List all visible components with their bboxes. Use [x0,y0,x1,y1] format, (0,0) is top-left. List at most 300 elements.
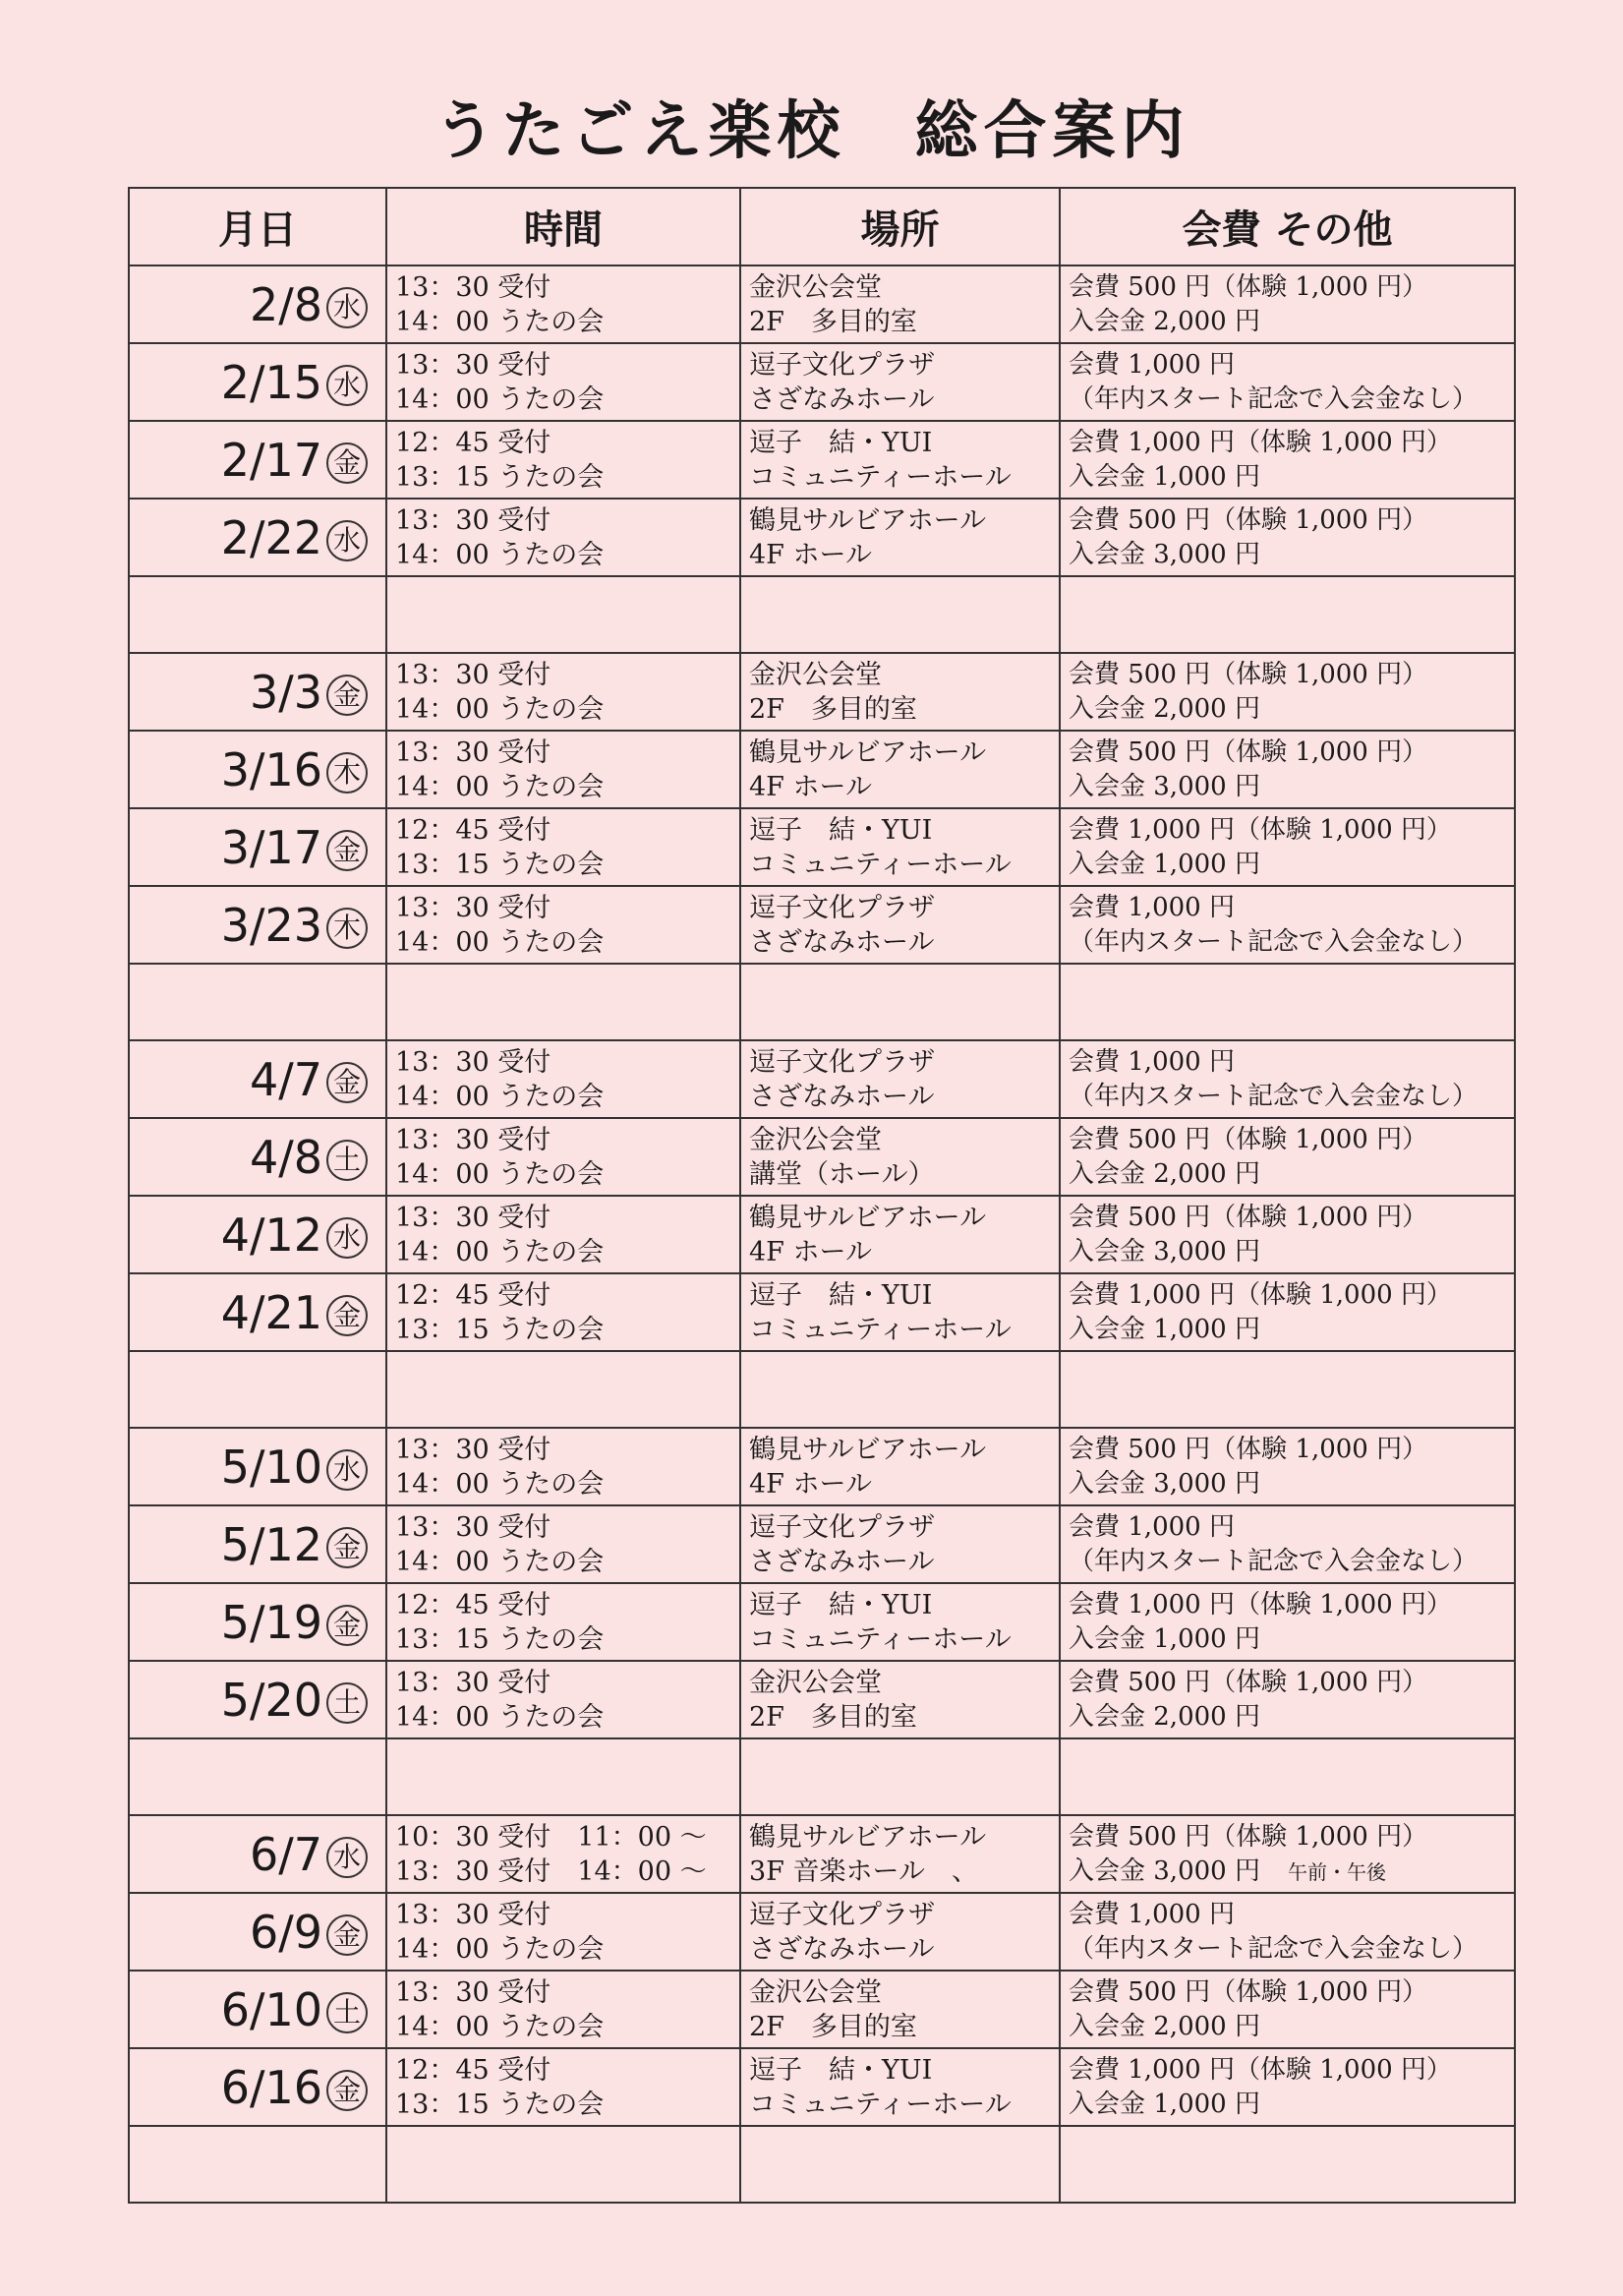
time-line [395,736,739,770]
place-line [749,1975,1059,2010]
place-text: 4F ホール [749,539,872,570]
fee-line [1069,770,1514,804]
table-row [129,1661,1515,1738]
fee-cell [1060,1428,1515,1505]
place-text: 金沢公会堂 [749,659,882,690]
date-cell [129,421,386,499]
fee-cell [1060,653,1515,731]
time-line [395,692,739,727]
time-cell [386,1273,740,1351]
time-line [395,348,739,383]
fee-line [1069,426,1514,460]
weekday-badge: 木 [326,752,368,794]
place-text: 4F ホール [749,771,872,802]
fee-line [1069,692,1514,727]
fee-text: （年内スタート記念で入会金なし） [1069,926,1478,957]
place-line [749,1545,1059,1579]
date-cell [129,1040,386,1118]
place-text: コミュニティーホール [749,461,1012,493]
fee-cell [1060,421,1515,499]
fee-text: 入会金 3,000 円 [1069,1468,1260,1499]
place-line [749,1235,1059,1269]
fee-cell [1060,1583,1515,1661]
time-text: 13：30 受付 [395,271,551,303]
time-cell [386,1583,740,1661]
time-text: 13：30 受付 [395,1511,551,1543]
place-line [749,813,1059,848]
empty-cell [1060,964,1515,1040]
fee-line [1069,813,1514,848]
place-line [749,1700,1059,1735]
title-main: うたごえ楽校 [433,95,846,168]
time-text: 14：00 うたの会 [395,1236,605,1267]
place-text: 逗子文化プラザ [749,892,935,923]
time-line [395,460,739,495]
time-text: 13：30 受付 [395,1046,551,1078]
place-line [749,305,1059,339]
time-text: 14：00 うたの会 [395,1933,605,1965]
weekday-badge: 水 [326,520,368,561]
place-line [749,1157,1059,1192]
time-cell [386,1118,740,1196]
time-line [395,1467,739,1501]
time-text: 14：00 うたの会 [395,2011,605,2042]
empty-cell [129,576,386,653]
fee-line [1069,1467,1514,1501]
fee-text: 入会金 2,000 円 [1069,1701,1260,1732]
fee-text: 会費 500 円（体験 1,000 円） [1069,1976,1428,2007]
time-text: 13：30 受付 [395,1202,551,1233]
place-text: 鶴見サルビアホール [749,504,987,536]
fee-text: （年内スタート記念で入会金なし） [1069,1546,1478,1576]
fee-text: 会費 1,000 円（体験 1,000 円） [1069,427,1452,457]
place-line [749,1854,1059,1889]
date-cell [129,808,386,886]
time-line [395,1588,739,1622]
place-text: 鶴見サルビアホール [749,1821,987,1853]
time-text: 13：30 受付 [395,892,551,923]
time-text: 13：30 受付 [395,1667,551,1698]
empty-cell [386,2126,740,2203]
place-text: 鶴見サルビアホール [749,736,987,768]
fee-line [1069,503,1514,538]
fee-text: 入会金 2,000 円 [1069,693,1260,724]
table-row [129,265,1515,343]
empty-cell [1060,1738,1515,1815]
fee-text: 入会金 1,000 円 [1069,849,1260,879]
fee-line [1069,1510,1514,1545]
time-line [395,1854,739,1889]
weekday-badge: 金 [326,1295,368,1336]
fee-text: 入会金 2,000 円 [1069,2011,1260,2041]
fee-text: 入会金 3,000 円 [1069,539,1260,569]
fee-line [1069,736,1514,770]
fee-text: 会費 500 円（体験 1,000 円） [1069,659,1428,689]
time-text: 14：00 うたの会 [395,306,605,337]
fee-text: 会費 1,000 円（体験 1,000 円） [1069,1589,1452,1619]
time-line [395,503,739,538]
fee-line [1069,1820,1514,1854]
schedule-table [128,187,1516,2204]
time-line [395,658,739,692]
place-line [749,426,1059,460]
empty-cell [129,964,386,1040]
time-line [395,1700,739,1735]
place-line [749,2088,1059,2122]
fee-text: 入会金 1,000 円 [1069,1623,1260,1654]
fee-line [1069,848,1514,882]
time-text: 13：30 受付 [395,1434,551,1465]
time-text: 14：00 うたの会 [395,1701,605,1733]
fee-line [1069,891,1514,925]
fee-line [1069,1201,1514,1235]
time-cell [386,731,740,808]
fee-line [1069,348,1514,383]
table-row [129,2048,1515,2126]
time-text: 13：15 うたの会 [395,1314,605,1345]
table-row [129,1505,1515,1583]
fee-line [1069,1433,1514,1467]
place-text: 4F ホール [749,1468,872,1500]
time-text: 14：00 うたの会 [395,1081,605,1112]
date-cell [129,343,386,421]
time-line [395,1975,739,2010]
place-text: 鶴見サルビアホール [749,1434,987,1465]
time-line [395,925,739,960]
date-text: 2/8 [249,277,322,331]
weekday-badge: 水 [326,287,368,328]
time-text: 13：30 受付 [395,504,551,536]
table-row [129,421,1515,499]
table-row [129,731,1515,808]
time-text: 13：15 うたの会 [395,2089,605,2120]
fee-line [1069,1854,1514,1889]
weekday-badge: 金 [326,830,368,871]
place-text: 2F 多目的室 [749,1701,917,1733]
time-line [395,383,739,417]
place-line [749,1932,1059,1967]
date-text: 4/12 [220,1207,322,1262]
time-cell [386,653,740,731]
fee-line [1069,1080,1514,1114]
fee-text: 会費 500 円（体験 1,000 円） [1069,1434,1428,1464]
time-text: 14：00 うたの会 [395,539,605,570]
date-text: 6/7 [249,1827,322,1881]
fee-cell [1060,1505,1515,1583]
time-cell [386,886,740,964]
place-text: 逗子文化プラザ [749,349,935,381]
place-cell [740,1273,1060,1351]
place-cell [740,1428,1060,1505]
time-line [395,1898,739,1932]
place-line [749,1467,1059,1501]
place-cell [740,1815,1060,1893]
time-text: 13：30 受付 [395,1899,551,1930]
time-cell [386,421,740,499]
time-text: 14：00 うたの会 [395,383,605,415]
date-text: 4/7 [249,1052,322,1106]
time-line [395,1045,739,1080]
place-line [749,460,1059,495]
place-cell [740,2048,1060,2126]
fee-text: 会費 500 円（体験 1,000 円） [1069,1202,1428,1232]
fee-text: 入会金 1,000 円 [1069,2089,1260,2119]
date-text: 5/12 [220,1517,322,1571]
time-cell [386,808,740,886]
fee-text: 会費 500 円（体験 1,000 円） [1069,271,1428,302]
empty-cell [740,964,1060,1040]
fee-line [1069,1700,1514,1735]
place-line [749,770,1059,804]
weekday-badge: 金 [326,675,368,716]
place-line [749,1278,1059,1313]
empty-cell [386,1351,740,1428]
time-text: 14：00 うたの会 [395,1158,605,1190]
place-line [749,2010,1059,2044]
place-cell [740,808,1060,886]
time-line [395,1510,739,1545]
empty-cell [740,576,1060,653]
table-row [129,1971,1515,2048]
place-text: 逗子文化プラザ [749,1046,935,1078]
fee-line [1069,538,1514,572]
time-text: 13：30 受付 [395,736,551,768]
place-text: さざなみホール [749,1546,935,1577]
fee-text: 会費 1,000 円（体験 1,000 円） [1069,1279,1452,1310]
header-date: 月日 [129,188,386,265]
time-text: 13：30 受付 [395,1976,551,2008]
date-text: 6/9 [249,1905,322,1959]
blank-row [129,1351,1515,1428]
weekday-badge: 金 [326,1605,368,1646]
time-line [395,1235,739,1269]
fee-line [1069,1313,1514,1347]
place-line [749,1045,1059,1080]
time-text: 12：45 受付 [395,814,551,846]
time-cell [386,1893,740,1971]
time-cell [386,1661,740,1738]
fee-text: 会費 1,000 円 [1069,1511,1235,1542]
fee-line [1069,1898,1514,1932]
time-line [395,891,739,925]
empty-cell [386,576,740,653]
table-header [129,188,1515,265]
weekday-badge: 金 [326,1527,368,1568]
place-text: コミュニティーホール [749,1623,1012,1655]
time-line [395,1201,739,1235]
fee-line [1069,1157,1514,1192]
place-cell [740,1971,1060,2048]
place-text: 鶴見サルビアホール [749,1202,987,1233]
place-cell [740,343,1060,421]
place-text: 逗子 結・YUI [749,1589,933,1620]
empty-cell [740,1351,1060,1428]
weekday-badge: 土 [326,1682,368,1724]
time-cell [386,1815,740,1893]
place-text: 2F 多目的室 [749,306,917,337]
place-line [749,503,1059,538]
fee-line [1069,1622,1514,1657]
place-cell [740,265,1060,343]
place-line [749,1123,1059,1157]
fee-text: 入会金 3,000 円 [1069,771,1260,801]
date-cell [129,265,386,343]
date-cell [129,653,386,731]
table-row [129,1040,1515,1118]
fee-line [1069,658,1514,692]
date-cell [129,1118,386,1196]
date-cell [129,2048,386,2126]
weekday-badge: 木 [326,908,368,949]
empty-cell [386,964,740,1040]
fee-text: 会費 1,000 円 [1069,1899,1235,1929]
table-row [129,1118,1515,1196]
time-text: 14：00 うたの会 [395,1546,605,1577]
table-body [129,265,1515,2203]
date-text: 3/17 [220,820,322,874]
time-line [395,1545,739,1579]
fee-text: 入会金 2,000 円 [1069,1158,1260,1189]
fee-cell [1060,1118,1515,1196]
fee-text: 入会金 3,000 円 [1069,1855,1260,1886]
fee-cell [1060,731,1515,808]
time-cell [386,343,740,421]
place-cell [740,731,1060,808]
fee-line [1069,305,1514,339]
table-row [129,653,1515,731]
place-text: 金沢公会堂 [749,271,882,303]
time-text: 13：15 うたの会 [395,849,605,880]
time-text: 13：30 受付 [395,659,551,690]
weekday-badge: 水 [326,1217,368,1259]
time-line [395,1157,739,1192]
fee-cell [1060,265,1515,343]
fee-line [1069,2088,1514,2122]
time-cell [386,1196,740,1273]
time-line [395,813,739,848]
place-line [749,1898,1059,1932]
fee-line [1069,1235,1514,1269]
time-line [395,538,739,572]
place-line [749,2053,1059,2088]
place-text: 2F 多目的室 [749,2011,917,2042]
place-line [749,692,1059,727]
fee-line [1069,1045,1514,1080]
date-text: 2/22 [220,510,322,564]
time-text: 14：00 うたの会 [395,693,605,725]
fee-line [1069,1278,1514,1313]
time-text: 10：30 受付 11：00 〜 [395,1821,707,1853]
weekday-badge: 水 [326,1837,368,1878]
place-line [749,1510,1059,1545]
fee-text: 会費 1,000 円 [1069,349,1235,380]
empty-cell [129,1738,386,1815]
place-text: 逗子 結・YUI [749,814,933,846]
time-line [395,2010,739,2044]
fee-text: 会費 500 円（体験 1,000 円） [1069,1821,1428,1852]
time-cell [386,499,740,576]
weekday-badge: 水 [326,365,368,406]
fee-cell [1060,1661,1515,1738]
time-cell [386,1040,740,1118]
date-text: 3/3 [249,665,322,719]
place-cell [740,653,1060,731]
time-text: 13：30 受付 14：00 〜 [395,1855,707,1887]
blank-row [129,1738,1515,1815]
place-text: さざなみホール [749,926,935,958]
fee-text: 会費 500 円（体験 1,000 円） [1069,736,1428,767]
date-text: 6/10 [220,1982,322,2036]
table-row [129,1196,1515,1273]
place-cell [740,1040,1060,1118]
place-line [749,1820,1059,1854]
time-line [395,2053,739,2088]
date-cell [129,1893,386,1971]
date-cell [129,1583,386,1661]
date-cell [129,1661,386,1738]
time-line [395,770,739,804]
fee-cell [1060,1893,1515,1971]
table-row [129,343,1515,421]
fee-line [1069,1123,1514,1157]
time-cell [386,2048,740,2126]
fee-note: 午前・午後 [1287,1859,1386,1884]
fee-cell [1060,1273,1515,1351]
fee-text: 入会金 2,000 円 [1069,306,1260,336]
table-row [129,808,1515,886]
time-line [395,1820,739,1854]
table-row [129,1583,1515,1661]
place-text: 逗子 結・YUI [749,2054,933,2086]
place-text: 2F 多目的室 [749,693,917,725]
date-cell [129,1273,386,1351]
fee-line [1069,460,1514,495]
fee-cell [1060,1815,1515,1893]
time-text: 12：45 受付 [395,1589,551,1620]
place-cell [740,1583,1060,1661]
time-line [395,270,739,305]
place-text: コミュニティーホール [749,849,1012,880]
time-line [395,1666,739,1700]
place-cell [740,421,1060,499]
place-cell [740,1196,1060,1273]
time-line [395,1313,739,1347]
place-line [749,270,1059,305]
time-cell [386,265,740,343]
date-text: 5/10 [220,1440,322,1494]
fee-text: （年内スタート記念で入会金なし） [1069,1081,1478,1111]
fee-text: 会費 1,000 円 [1069,892,1235,922]
place-text: さざなみホール [749,383,935,415]
date-cell [129,1505,386,1583]
place-text: 逗子 結・YUI [749,427,933,458]
header-place: 場所 [740,188,1060,265]
place-line [749,1313,1059,1347]
time-line [395,426,739,460]
place-cell [740,886,1060,964]
empty-cell [740,2126,1060,2203]
time-text: 14：00 うたの会 [395,1468,605,1500]
table-row [129,1815,1515,1893]
weekday-badge: 土 [326,1140,368,1181]
fee-line [1069,270,1514,305]
blank-row [129,576,1515,653]
weekday-badge: 金 [326,1062,368,1103]
fee-line [1069,925,1514,960]
time-line [395,1433,739,1467]
table-row [129,1273,1515,1351]
place-line [749,1622,1059,1657]
